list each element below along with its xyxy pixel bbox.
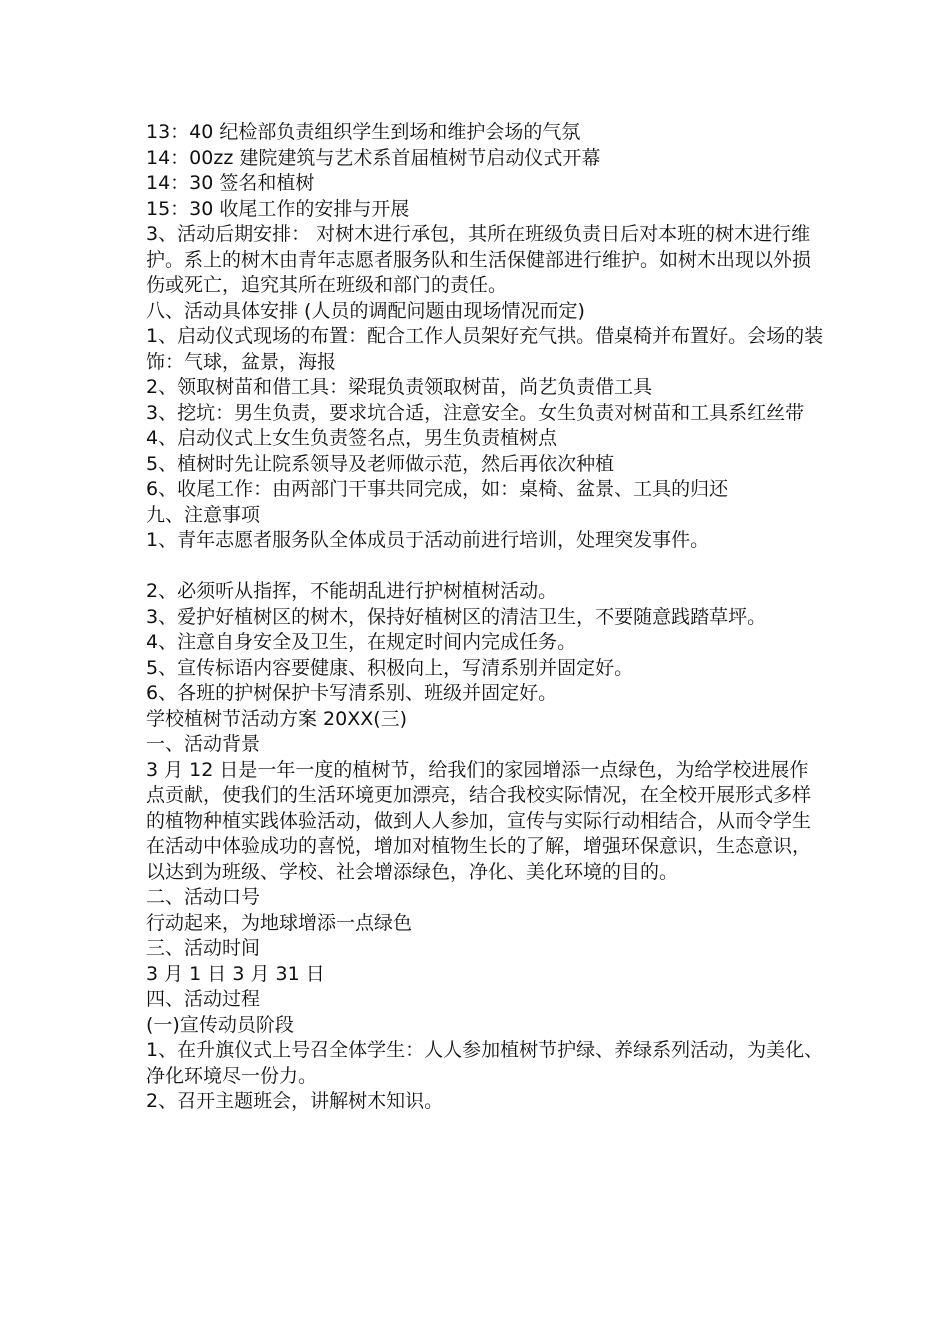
text-line: 6、各班的护树保护卡写清系别、班级并固定好。	[146, 682, 558, 704]
text-paragraph: 3、爱护好植树区的树木，保持好植树区的清洁卫生，不要随意践踏草坪。	[146, 605, 767, 628]
text-line: 14：00zz 建院建筑与艺术系首届植树节启动仪式开幕	[146, 146, 601, 169]
text-paragraph: 6、收尾工作：由两部门干事共同完成，如：桌椅、盆景、工具的归还	[146, 478, 729, 500]
text-line: 2、必须听从指挥，不能胡乱进行护树植树活动。	[146, 580, 558, 602]
text-line: 2、领取树苗和借工具：梁琨负责领取树苗，尚艺负责借工具	[146, 376, 653, 398]
section-heading: 九、注意事项	[146, 503, 261, 526]
text-line: 4、启动仪式上女生负责签名点，男生负责植树点	[146, 427, 558, 449]
text-paragraph: 3、挖坑：男生负责，要求坑合适，注意安全。女生负责对树苗和工具系红丝带	[146, 401, 805, 424]
text-line: 14：30 签名和植树	[146, 172, 315, 194]
text-line: 13：40 纪检部负责组织学生到场和维护会场的气氛	[146, 121, 581, 143]
document-body	[146, 120, 826, 1115]
text-line: 15：30 收尾工作的安排与开展	[146, 197, 410, 220]
text-paragraph: 1、启动仪式现场的布置：配合工作人员架好充气拱。借桌椅并布置好。会场的装饰：气球，盆景，海报	[146, 325, 824, 373]
subsection-heading: (一)宣传动员阶段	[146, 1013, 294, 1036]
text-line: 行动起来，为地球增添一点绿色	[146, 911, 413, 934]
text-line: 2、召开主题班会，讲解树木知识。	[146, 1090, 444, 1112]
text-line: 5、植树时先让院系领导及老师做示范，然后再依次种植	[146, 452, 615, 475]
text-paragraph: 3、活动后期安排： 对树木进行承包，其所在班级负责日后对本班的树木进行维护。系上的树木由青年志愿者服务队和生活保健部进行维护。如树木出现以外损伤或死亡，追究其所在班级和部门的责任。	[146, 223, 812, 296]
text-paragraph: 1、在升旗仪式上号召全体学生：人人参加植树节护绿、养绿系列活动，为美化、净化环境尽一份力。	[146, 1039, 824, 1087]
text-line: 1、青年志愿者服务队全体成员于活动前进行培训，处理突发事件。	[146, 529, 710, 551]
text-line: 4、注意自身安全及卫生，在规定时间内完成任务。	[146, 631, 577, 653]
section-heading: 三、活动时间	[146, 937, 261, 959]
text-line: 3 月 1 日 3 月 31 日	[146, 962, 325, 985]
section-heading: 二、活动口号	[146, 886, 261, 908]
section-heading: 八、活动具体安排 (人员的调配问题由现场情况而定)	[146, 299, 585, 322]
text-line: 5、宣传标语内容要健康、积极向上，写清系别并固定好。	[146, 656, 634, 679]
section-heading: 四、活动过程	[146, 988, 261, 1010]
document-title: 学校植树节活动方案 20XX(三)	[146, 707, 408, 730]
section-heading: 一、活动背景	[146, 733, 261, 755]
blank-line	[146, 554, 826, 580]
text-paragraph: 3 月 12 日是一年一度的植树节，给我们的家园增添一点绿色，为给学校进展作点贡献，使我们的生活环境更加漂亮，结合我校实际情况，在全校开展形式多样的植物种植实践体验活动，做到人人参加，宣传与实际行动相结合，从而令学生在活动中体验成功的喜悦，增加对植物生长的了解，增强环保意识，生态意识，以达到为班级、学校、社会增添绿色，净化、美化环境的目的。	[146, 758, 812, 883]
